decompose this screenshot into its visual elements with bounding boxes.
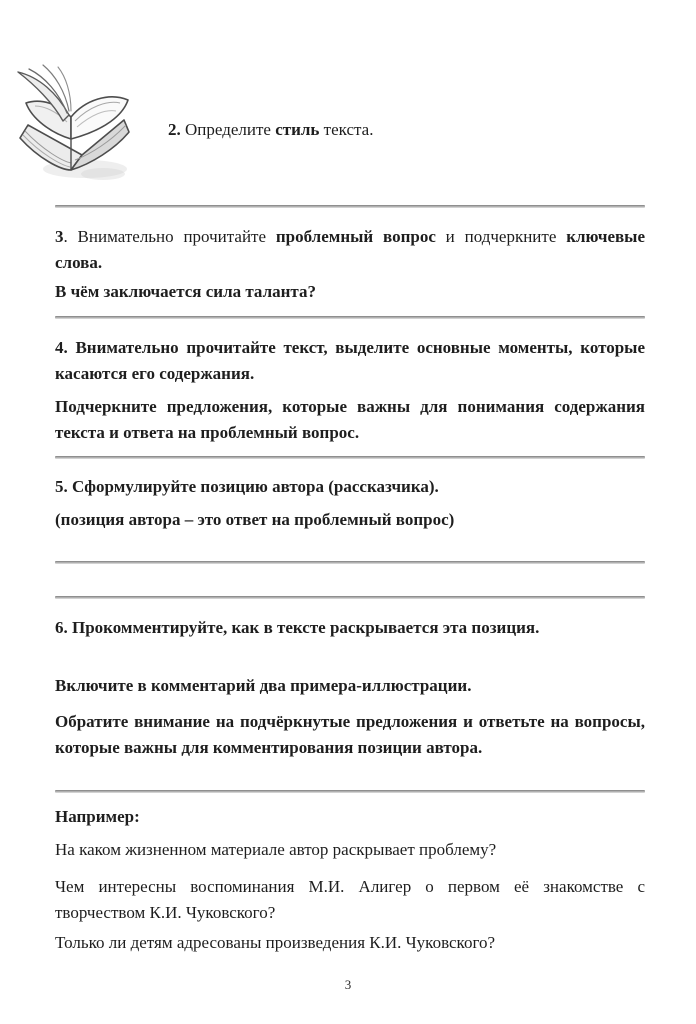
task-2-text: 2. Определите стиль текста. — [168, 120, 374, 139]
open-book-icon — [5, 62, 145, 187]
section-divider-1 — [55, 205, 645, 208]
example-question-1: На каком жизненном материале автор раскрывает проблему? — [55, 840, 497, 859]
writing-line-1 — [55, 561, 645, 564]
task-3-number: 3 — [55, 227, 64, 246]
task-6-instruction-2: Обратите внимание на подчёркнутые предложения и ответьте на вопросы, которые важны для комментирования позиции автора. — [55, 712, 645, 757]
task-6-text: 6. Прокомментируйте, как в тексте раскрывается эта позиция. — [55, 618, 540, 637]
example-heading: Например: — [55, 807, 140, 826]
book-illustration — [5, 62, 145, 187]
section-divider-4 — [55, 790, 645, 793]
task-3-text: 3. Внимательно прочитайте проблемный вопрос и подчеркните ключевые слова. — [55, 227, 645, 272]
task-6-instruction-1: Включите в комментарий два примера-иллюстрации. — [55, 676, 472, 695]
task-3-question: В чём заключается сила таланта? — [55, 282, 316, 301]
task-5-text: 5. Сформулируйте позицию автора (рассказчика). — [55, 477, 439, 496]
task-4-instruction: Подчеркните предложения, которые важны для понимания содержания текста и ответа на проблемный вопрос. — [55, 397, 645, 442]
example-question-3: Только ли детям адресованы произведения К.И. Чуковского? — [55, 933, 496, 952]
section-divider-2 — [55, 316, 645, 319]
task-2-number: 2. — [168, 120, 185, 139]
task-5-note: (позиция автора – это ответ на проблемный вопрос) — [55, 510, 455, 529]
example-question-2: Чем интересны воспоминания М.И. Алигер о первом её знакомстве с творчеством К.И. Чуковского? — [55, 877, 645, 922]
writing-line-2 — [55, 596, 645, 599]
task-4-text: 4. Внимательно прочитайте текст, выделите основные моменты, которые касаются его содержания. — [55, 338, 645, 383]
page-number: 3 — [344, 977, 352, 992]
section-divider-3 — [55, 456, 645, 459]
